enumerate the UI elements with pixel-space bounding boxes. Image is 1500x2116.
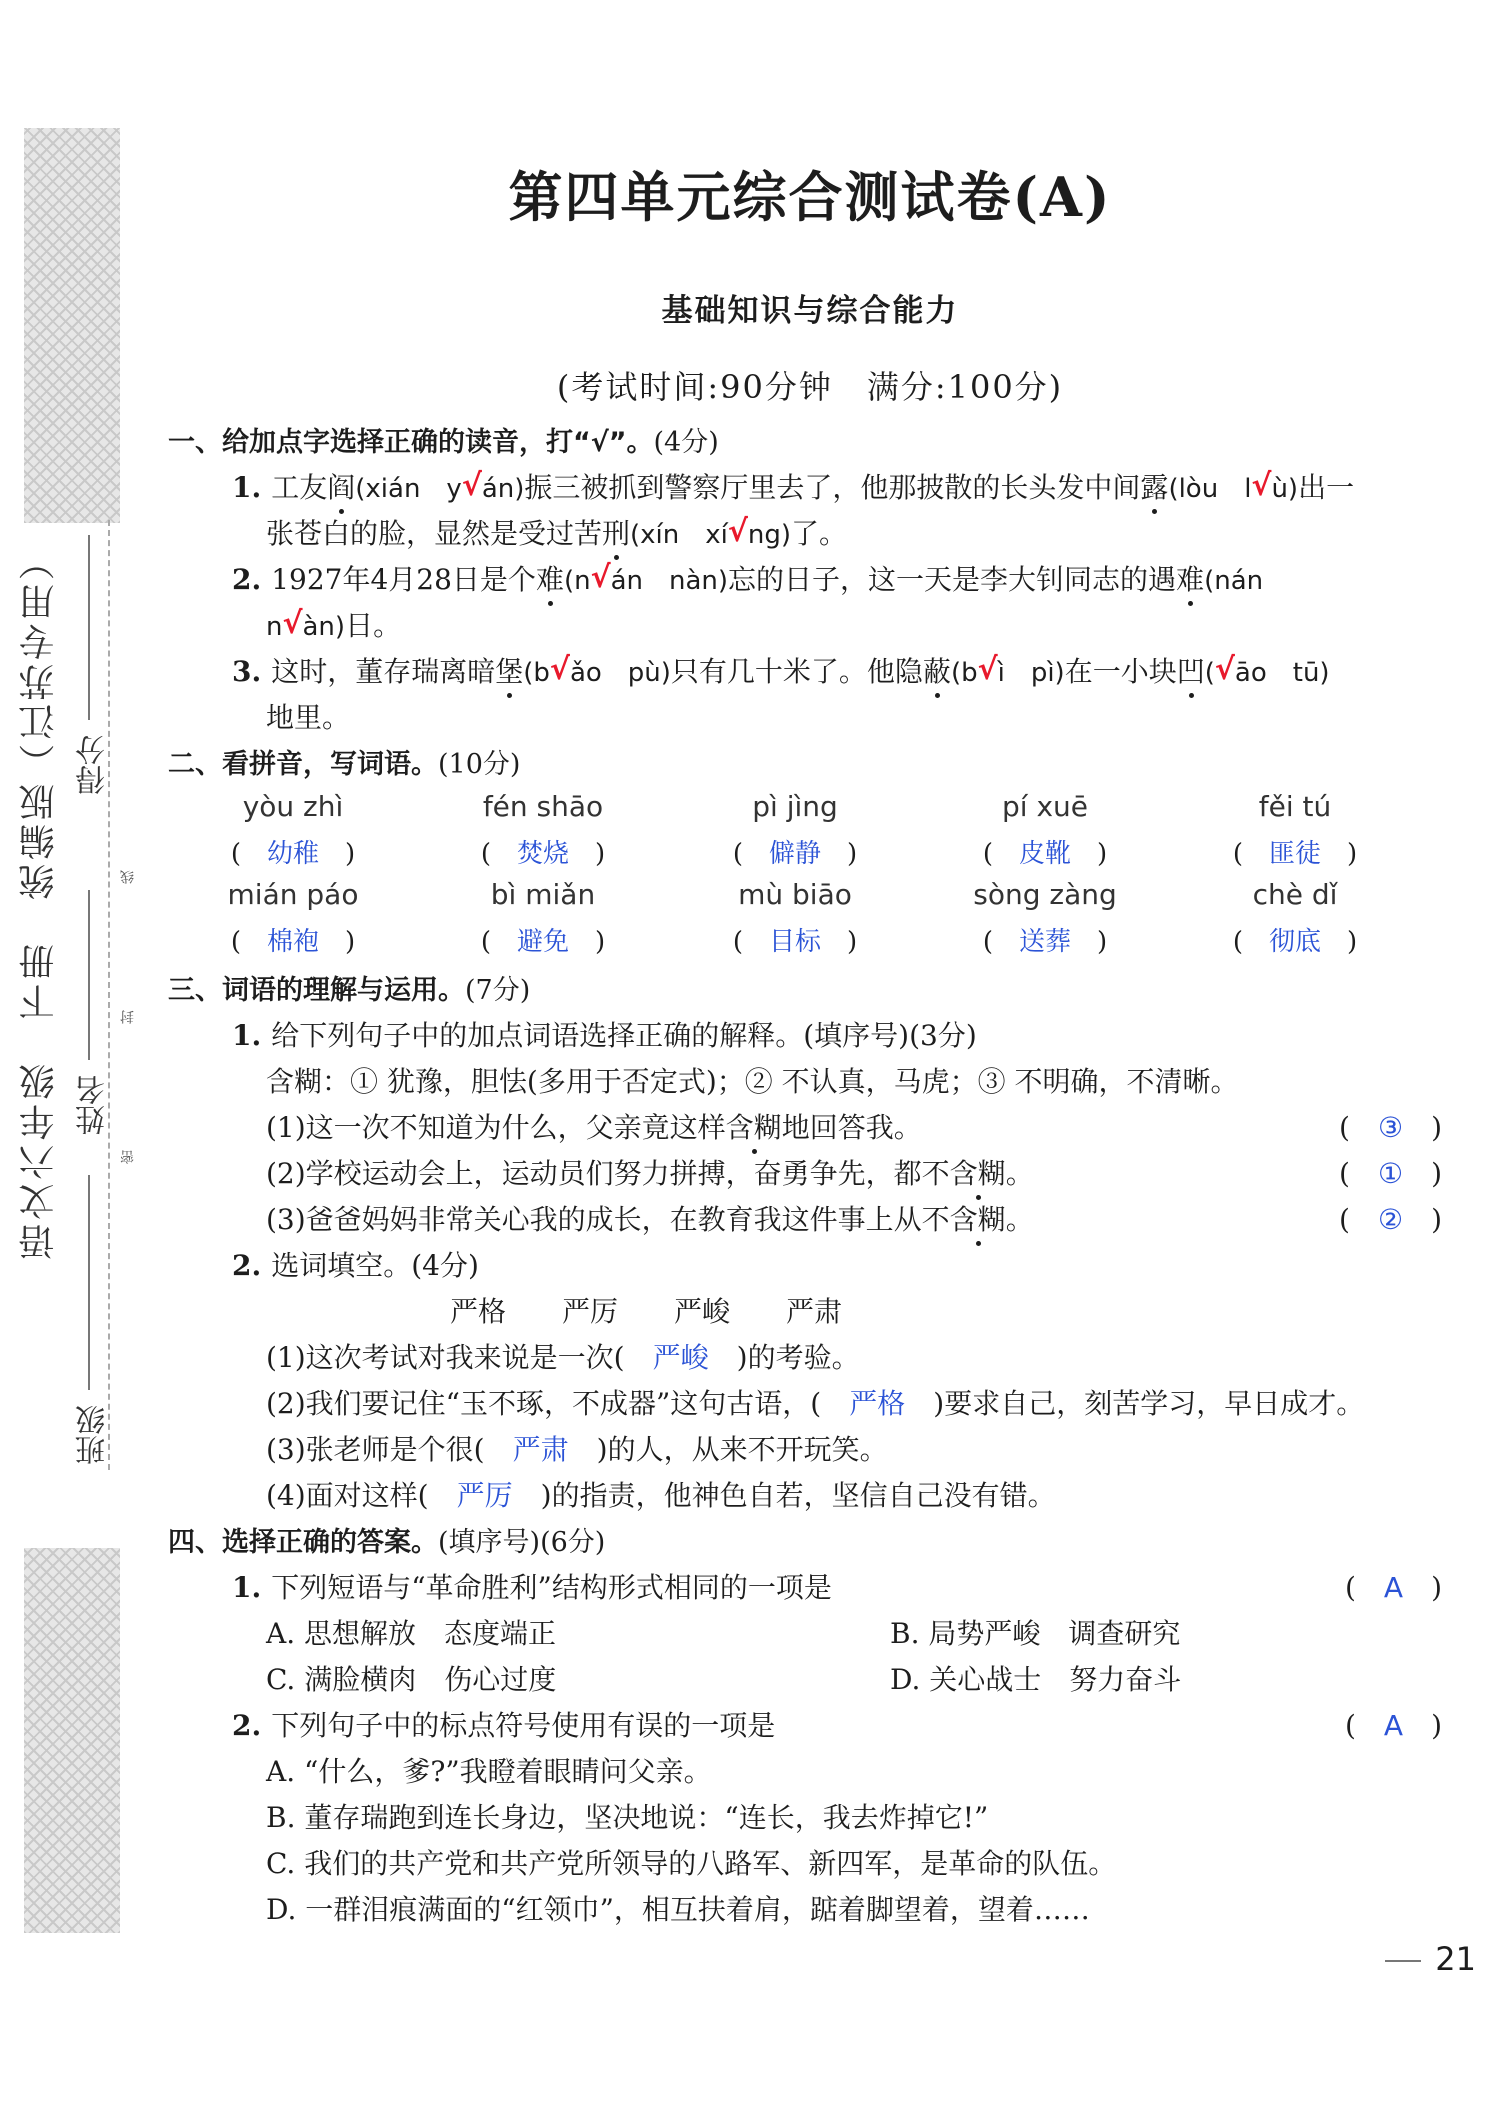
check-mark-icon: √	[977, 652, 998, 687]
option-b: B. 局势严峻 调查研究	[890, 1617, 1181, 1650]
answer-bracket: ( ① )	[1339, 1157, 1442, 1190]
section-3-title: 三、词语的理解与运用。(7分)	[168, 975, 531, 1006]
question-1-2-cont: n√àn)日。	[266, 606, 402, 642]
question-4-1: 1. 下列短语与“革命胜利”结构形式相同的一项是	[232, 1571, 832, 1604]
question-1-1: 1. 工友阎(xián y√án)振三被抓到警察厅里去了，他那披散的长头发中间露(lòu l√ù)出一	[232, 468, 1355, 504]
pinyin-item: yòu zhì ( 幼稚 )	[230, 790, 356, 869]
option-c: C. 满脸横肉 伤心过度	[266, 1663, 557, 1696]
class-label: 班级	[76, 1405, 111, 1465]
section-1-title: 一、给加点字选择正确的读音，打“√”。(4分)	[168, 427, 719, 458]
answer-text: 送葬	[1018, 927, 1071, 957]
sub-question: (3)张老师是个很( 严肃 )的人，从来不开玩笑。	[266, 1433, 888, 1466]
sub-question: (2)学校运动会上，运动员们努力拼搏，奋勇争先，都不含糊。	[266, 1152, 1034, 1192]
answer-text: ③	[1377, 1111, 1404, 1144]
check-mark-icon: √	[461, 468, 482, 503]
option-c: C. 我们的共产党和共产党所领导的八路军、新四军，是革命的队伍。	[266, 1847, 1117, 1880]
answer-text: 匪徒	[1268, 839, 1321, 869]
sub-question: (1)这一次不知道为什么，父亲竟这样含糊地回答我。	[266, 1106, 922, 1146]
pinyin-item: sòng zàng ( 送葬 )	[973, 878, 1117, 957]
question-1-3: 3. 这时，董存瑞离暗堡(b√ǎo pù)只有几十米了。他隐蔽(b√ì pì)在一小块凹(√āo tū)	[232, 652, 1330, 688]
option-a: A. 思想解放 态度端正	[266, 1617, 557, 1650]
score-fill-line	[88, 535, 90, 720]
pinyin-item: mù biāo ( 目标 )	[732, 878, 858, 957]
section-4-title: 四、选择正确的答案。(填序号)(6分)	[168, 1527, 606, 1558]
option-d: D. 关心战士 努力奋斗	[890, 1663, 1182, 1696]
question-1-3-cont: 地里。	[266, 701, 351, 734]
class-fill-line	[88, 1175, 90, 1390]
section-2-title: 二、看拼音，写词语。(10分)	[168, 749, 521, 780]
option-d: D. 一群泪痕满面的“红领巾”，相互扶着肩，踮着脚望着，望着……	[266, 1893, 1090, 1926]
question-1-2: 2. 1927年4月28日是个难(n√án nàn)忘的日子，这一天是李大钊同志的遇难(nán	[232, 560, 1264, 596]
exam-time-info: (考试时间:90分钟 满分:100分)	[556, 368, 1064, 406]
cut-mark: 线	[120, 870, 136, 884]
question-1-1-cont: 张苍白的脸，显然是受过苦刑(xín xí√ng)了。	[266, 514, 848, 550]
pinyin-item: mián páo ( 棉袍 )	[227, 878, 359, 957]
name-label: 姓名	[76, 1075, 111, 1135]
cut-mark: 密	[120, 1150, 136, 1164]
decorative-pattern	[24, 1548, 120, 1933]
answer-text: 严厉	[456, 1479, 513, 1512]
page-subtitle: 基础知识与综合能力	[661, 293, 959, 329]
answer-bracket: ( ② )	[1339, 1203, 1442, 1236]
check-mark-icon: √	[590, 560, 611, 595]
answer-text: 幼稚	[266, 839, 319, 869]
sub-question: (2)我们要记住“玉不琢，不成器”这句古语，( 严格 )要求自己，刻苦学习，早日成才。	[266, 1387, 1365, 1420]
name-fill-line	[88, 890, 90, 1060]
sub-question: (3)爸爸妈妈非常关心我的成长，在教育我这件事上从不含糊。	[266, 1198, 1034, 1238]
page-title: 第四单元综合测试卷(A)	[508, 165, 1112, 229]
question-4-2: 2. 下列句子中的标点符号使用有误的一项是	[232, 1709, 776, 1742]
answer-text: 彻底	[1268, 927, 1321, 957]
answer-text: 严肃	[512, 1433, 569, 1466]
answer-text: 避免	[516, 927, 569, 957]
check-mark-icon: √	[282, 606, 303, 641]
check-mark-icon: √	[549, 652, 570, 687]
definition-text: 含糊：① 犹豫，胆怯(多用于否定式)；② 不认真，马虎；③ 不明确，不清晰。	[266, 1065, 1239, 1098]
pinyin-item: fěi tú ( 匪徒 )	[1232, 790, 1358, 869]
page-number: 21	[1385, 1940, 1476, 1978]
word-bank: 严格 严厉 严峻 严肃	[450, 1295, 843, 1328]
answer-text: 严峻	[652, 1341, 709, 1374]
option-a: A. “什么，爹?”我瞪着眼睛问父亲。	[266, 1755, 712, 1788]
book-info: 语文六年级 下册 统编版（江苏专用）	[19, 540, 60, 1260]
answer-text: 严格	[849, 1387, 906, 1420]
answer-bracket: ( ③ )	[1339, 1111, 1442, 1144]
pinyin-item: pí xuē ( 皮靴 )	[982, 790, 1108, 869]
sub-question: (1)这次考试对我来说是一次( 严峻 )的考验。	[266, 1341, 860, 1374]
answer-bracket: ( A )	[1344, 1571, 1442, 1604]
question-3-2: 2. 选词填空。(4分)	[232, 1249, 479, 1282]
answer-text: 棉袍	[266, 927, 319, 957]
cut-mark: 封	[120, 1010, 136, 1024]
answer-text: ①	[1377, 1157, 1404, 1190]
option-b: B. 董存瑞跑到连长身边，坚决地说：“连长，我去炸掉它!”	[266, 1801, 989, 1834]
answer-text: 僻静	[768, 839, 821, 869]
score-label: 得分	[76, 735, 111, 795]
answer-bracket: ( A )	[1344, 1709, 1442, 1742]
answer-text: A	[1383, 1571, 1404, 1604]
answer-text: ②	[1377, 1203, 1404, 1236]
check-mark-icon: √	[1251, 468, 1272, 503]
cut-line	[108, 520, 110, 1470]
pinyin-item: bì miǎn ( 避免 )	[480, 878, 606, 957]
pinyin-item: pì jìng ( 僻静 )	[732, 790, 858, 869]
check-mark-icon: √	[727, 514, 748, 549]
pinyin-item: chè dǐ ( 彻底 )	[1232, 878, 1358, 957]
question-3-1: 1. 给下列句子中的加点词语选择正确的解释。(填序号)(3分)	[232, 1019, 977, 1052]
answer-text: A	[1383, 1709, 1404, 1742]
check-mark-icon: √	[1214, 652, 1235, 687]
pinyin-item: fén shāo ( 焚烧 )	[480, 790, 606, 869]
answer-text: 皮靴	[1018, 839, 1071, 869]
sub-question: (4)面对这样( 严厉 )的指责，他神色自若，坚信自己没有错。	[266, 1479, 1056, 1512]
answer-text: 目标	[768, 927, 821, 957]
answer-text: 焚烧	[516, 839, 569, 869]
